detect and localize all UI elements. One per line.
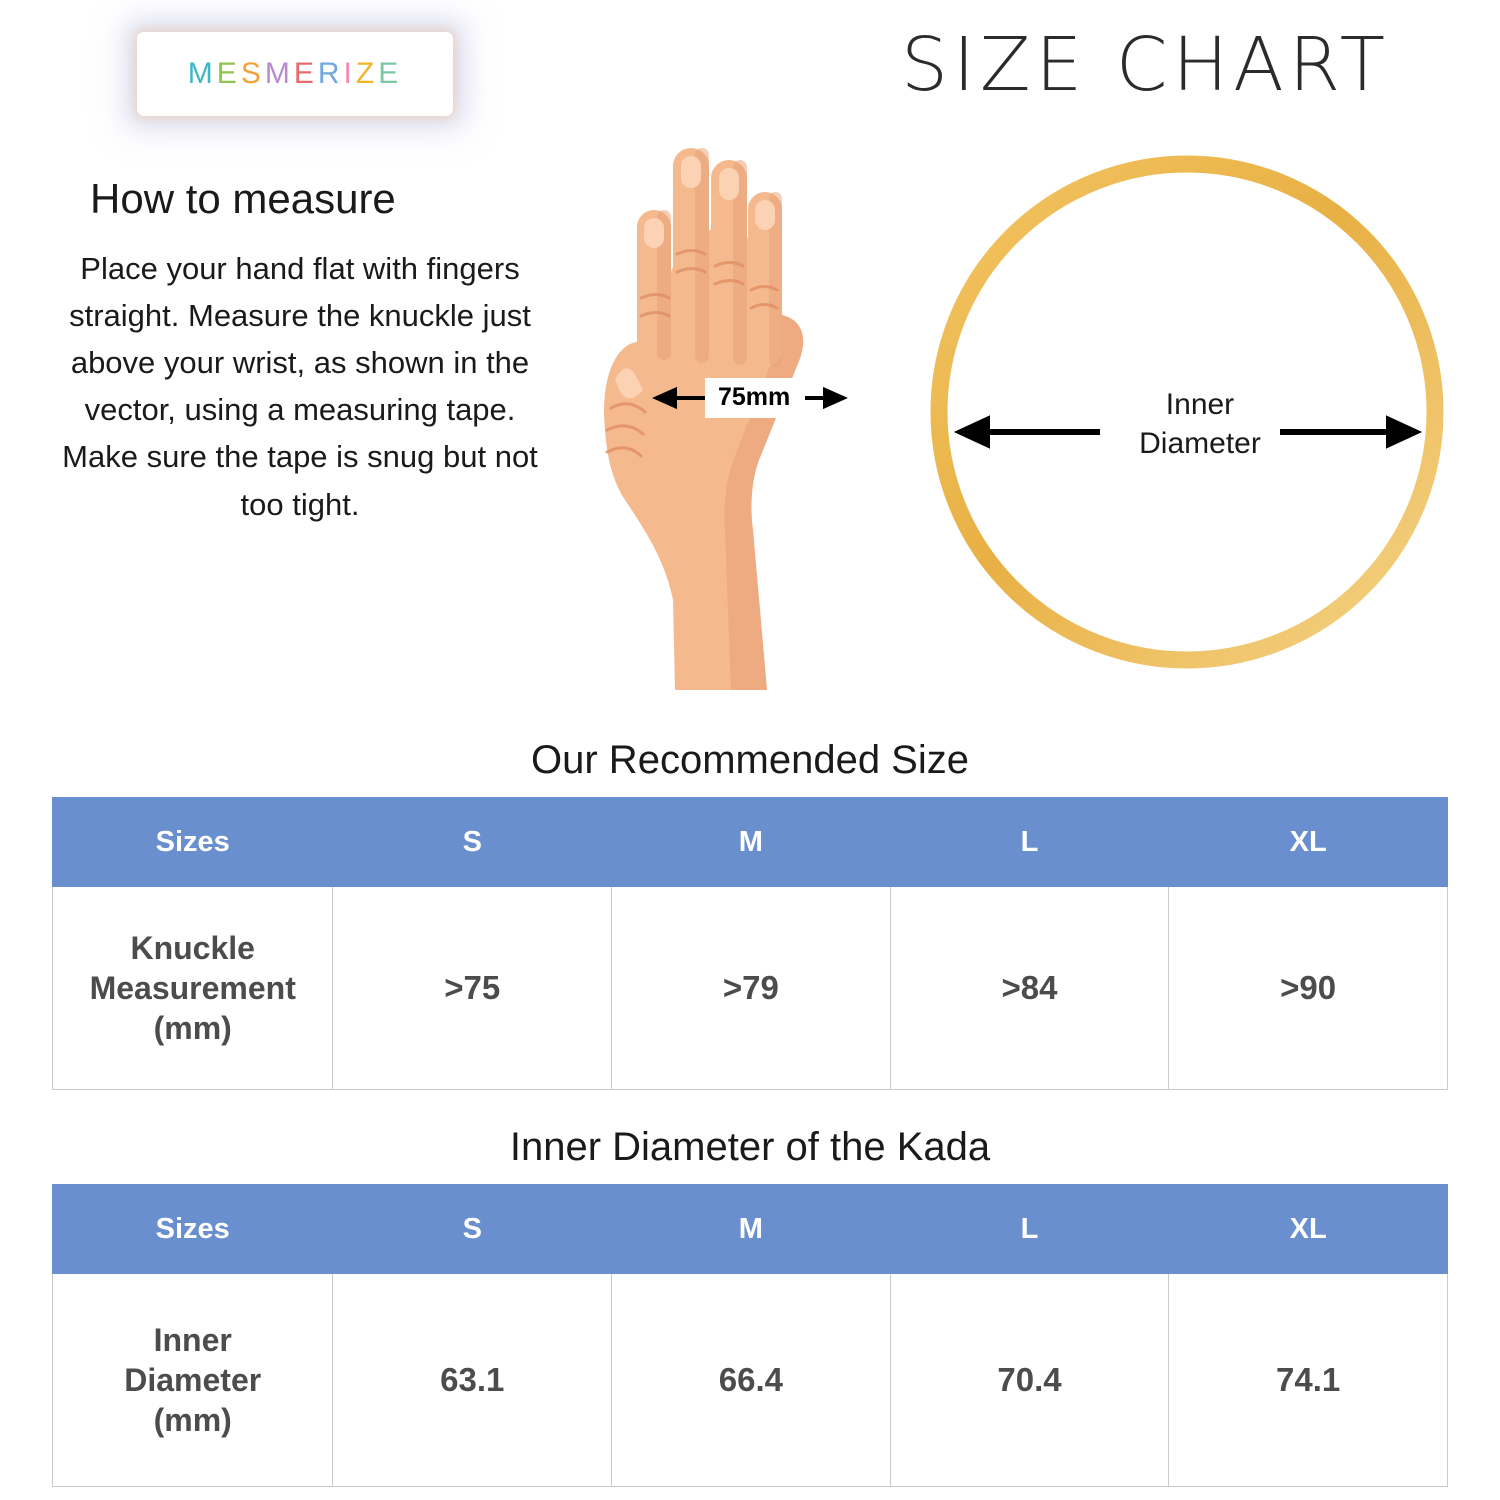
column-header-s: S	[333, 798, 612, 887]
bangle-label-line-1: Inner	[1165, 388, 1235, 421]
inner-diameter-table	[52, 1184, 1448, 1487]
row-label-knuckle	[53, 887, 333, 1090]
logo-letter: Z	[355, 57, 379, 90]
column-header-sizes: Sizes	[53, 1185, 333, 1274]
cell-inner-l: 70.4	[890, 1274, 1169, 1487]
hand-measurement-label: 75mm	[718, 383, 791, 411]
row-label-line-2: Diameter	[124, 1362, 262, 1398]
bangle-inner-diameter-label	[1115, 385, 1285, 463]
inner-diameter-section	[52, 1125, 1448, 1487]
table-header-row	[53, 1185, 1448, 1274]
logo-letter: M	[264, 57, 294, 90]
row-label-line-2: Measurement	[89, 970, 296, 1006]
row-label-line-1: Knuckle	[130, 930, 255, 966]
cell-knuckle-s: >75	[333, 887, 612, 1090]
row-label-line-3: (mm)	[153, 1010, 232, 1046]
table-header-row	[53, 798, 1448, 887]
cell-knuckle-m: >79	[612, 887, 891, 1090]
cell-inner-xl: 74.1	[1169, 1274, 1448, 1487]
logo-letter: I	[343, 57, 356, 90]
logo-letter: E	[216, 57, 241, 90]
table-row	[53, 887, 1448, 1090]
column-header-xl: XL	[1169, 1185, 1448, 1274]
recommended-size-title: Our Recommended Size	[531, 738, 969, 782]
logo-letter: S	[240, 57, 265, 90]
how-to-measure-heading: How to measure	[90, 175, 396, 222]
how-to-measure-block	[60, 175, 540, 528]
logo-letter: E	[378, 57, 403, 90]
inner-diameter-title: Inner Diameter of the Kada	[509, 1125, 991, 1169]
hand-illustration	[545, 130, 875, 710]
column-header-l: L	[890, 1185, 1169, 1274]
hand-icon	[545, 130, 875, 710]
page-header	[0, 0, 1500, 150]
brand-logo-text	[188, 57, 402, 91]
row-label-line-3: (mm)	[153, 1402, 232, 1438]
cell-knuckle-xl: >90	[1169, 887, 1448, 1090]
column-header-s: S	[333, 1185, 612, 1274]
page-title: SIZE CHART	[901, 22, 1390, 108]
recommended-size-table	[52, 797, 1448, 1090]
bangle-label-line-2: Diameter	[1139, 427, 1261, 460]
row-label-line-1: Inner	[153, 1322, 232, 1358]
cell-knuckle-l: >84	[890, 887, 1169, 1090]
column-header-l: L	[890, 798, 1169, 887]
logo-letter: R	[317, 57, 344, 90]
logo-letter: M	[187, 57, 217, 90]
how-to-measure-body: Place your hand flat with fingers straight. Measure the knuckle just above your wrist, as shown in the vector, using a measuring tape. Make sure the tape is snug but not too tight.	[62, 251, 538, 522]
brand-logo	[140, 35, 450, 113]
column-header-xl: XL	[1169, 798, 1448, 887]
logo-letter: E	[293, 57, 318, 90]
table-row	[53, 1274, 1448, 1487]
column-header-sizes: Sizes	[53, 798, 333, 887]
row-label-inner-diameter	[53, 1274, 333, 1487]
cell-inner-s: 63.1	[333, 1274, 612, 1487]
column-header-m: M	[612, 798, 891, 887]
column-header-m: M	[612, 1185, 891, 1274]
recommended-size-section	[52, 738, 1448, 1090]
cell-inner-m: 66.4	[612, 1274, 891, 1487]
